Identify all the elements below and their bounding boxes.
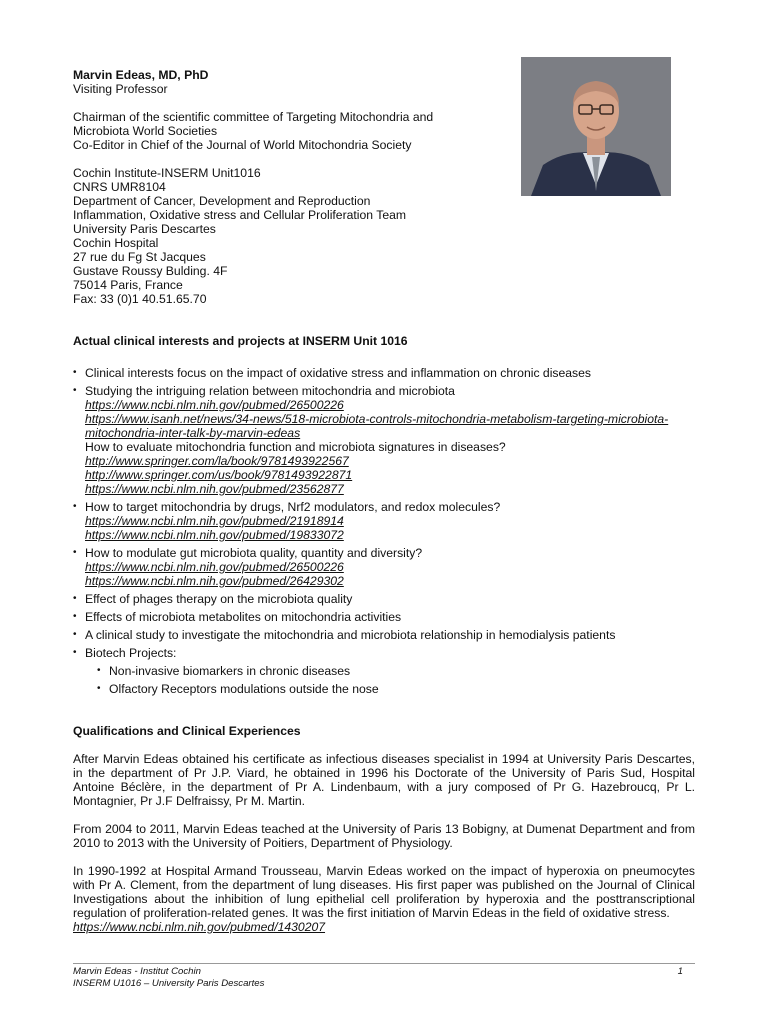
list-item: • How to modulate gut microbiota quality, quantity and diversity? https://www.ncbi.nlm.nih.gov/pubmed/26500226 https://www.ncbi.nlm.nih.gov/pubmed/26429302 bbox=[73, 546, 693, 588]
reference-link[interactable]: https://www.ncbi.nlm.nih.gov/pubmed/26500226 bbox=[85, 398, 344, 412]
reference-link[interactable]: https://www.ncbi.nlm.nih.gov/pubmed/26429302 bbox=[85, 574, 344, 588]
chair-line: Co-Editor in Chief of the Journal of World Mitochondria Society bbox=[73, 138, 412, 152]
section-title-interests: Actual clinical interests and projects at INSERM Unit 1016 bbox=[73, 334, 408, 348]
footer-line2: INSERM U1016 – University Paris Descartes bbox=[73, 978, 265, 989]
list-item: • Studying the intriguing relation between mitochondria and microbiota https://www.ncbi.nlm.nih.gov/pubmed/26500226 https://www.isanh.net/news/34-news/518-microbiota-controls-mitochondria-metabolism-targeting-microbiota-mitochondria-inter-talk-by-marvin-edeas How to evaluate mitochondria function and microbiota signatures in diseases? http://www.springer.com/la/book/9781493922567 http://www.springer.com/us/book/9781493922871 https://www.ncbi.nlm.nih.gov/pubmed/23562877 bbox=[73, 384, 693, 496]
address-line: 75014 Paris, France bbox=[73, 278, 183, 292]
address-line: 27 rue du Fg St Jacques bbox=[73, 250, 206, 264]
list-item: • Biotech Projects: • Non-invasive biomarkers in chronic diseases • Olfactory Receptors modulations outside the nose bbox=[73, 646, 693, 696]
reference-link[interactable]: http://www.springer.com/la/book/9781493922567 bbox=[85, 454, 349, 468]
paragraph: In 1990-1992 at Hospital Armand Trousseau, Marvin Edeas worked on the impact of hyperoxia on pneumocytes with Pr A. Clement, from the department of lung diseases. His first paper was published on the Journal of Clinical Investigations about the inhibition of lung epithelial cell proliferation by hyperoxia and the posttranscriptional regulation of proliferation-related genes. It was the first initiation of Marvin Edeas in the field of oxidative stress. https://www.ncbi.nlm.nih.gov/pubmed/1430207 bbox=[73, 864, 695, 934]
address-line: University Paris Descartes bbox=[73, 222, 216, 236]
footer-divider bbox=[73, 963, 695, 964]
paragraph: After Marvin Edeas obtained his certificate as infectious diseases specialist in 1994 at University Paris Descartes, in the department of Pr J.P. Viard, he obtained in 1996 his Doctorate of the University of Paris Sud, Hospital Antoine Béclère, in the department of Pr A. Lindenbaum, with a jury composed of Pr G. Hazebroucq, Pr L. Montagnier, Pr J.F Delfraissy, Pr M. Martin. bbox=[73, 752, 695, 808]
paragraph: From 2004 to 2011, Marvin Edeas teached at the University of Paris 13 Bobigny, at Dumenat Department and from 2010 to 2013 with the University of Poitiers, Department of Physiology. bbox=[73, 822, 695, 850]
reference-link[interactable]: https://www.ncbi.nlm.nih.gov/pubmed/26500226 bbox=[85, 560, 344, 574]
contact-header bbox=[73, 68, 513, 306]
address-line: Department of Cancer, Development and Reproduction bbox=[73, 194, 371, 208]
chair-line: Microbiota World Societies bbox=[73, 124, 218, 138]
address-line: Cochin Institute-INSERM Unit1016 bbox=[73, 166, 261, 180]
author-name: Marvin Edeas, MD, PhD bbox=[73, 68, 209, 82]
page-footer bbox=[73, 966, 695, 990]
reference-link[interactable]: https://www.isanh.net/news/34-news/518-microbiota-controls-mitochondria-metabolism-targeting-microbiota-mitochondria-inter-talk-by-marvin-edeas bbox=[85, 412, 669, 440]
sub-list-item: • Non-invasive biomarkers in chronic diseases bbox=[97, 664, 693, 678]
address-line: Fax: 33 (0)1 40.51.65.70 bbox=[73, 292, 207, 306]
address-line: CNRS UMR8104 bbox=[73, 180, 166, 194]
section-title-qualifications: Qualifications and Clinical Experiences bbox=[73, 724, 301, 738]
list-item: • How to target mitochondria by drugs, Nrf2 modulators, and redox molecules? https://www.ncbi.nlm.nih.gov/pubmed/21918914 https://www.ncbi.nlm.nih.gov/pubmed/19833072 bbox=[73, 500, 693, 542]
reference-link[interactable]: https://www.ncbi.nlm.nih.gov/pubmed/19833072 bbox=[85, 528, 344, 542]
reference-link[interactable]: http://www.springer.com/us/book/9781493922871 bbox=[85, 468, 353, 482]
page-number: 1 bbox=[677, 966, 683, 977]
footer-line1: Marvin Edeas - Institut Cochin bbox=[73, 966, 201, 977]
reference-link[interactable]: https://www.ncbi.nlm.nih.gov/pubmed/1430207 bbox=[73, 920, 326, 934]
chair-line: Chairman of the scientific committee of Targeting Mitochondria and bbox=[73, 110, 434, 124]
interests-list bbox=[73, 366, 693, 700]
address-line: Gustave Roussy Bulding. 4F bbox=[73, 264, 228, 278]
biotech-sublist bbox=[85, 664, 693, 696]
address-line: Inflammation, Oxidative stress and Cellular Proliferation Team bbox=[73, 208, 407, 222]
reference-link[interactable]: https://www.ncbi.nlm.nih.gov/pubmed/21918914 bbox=[85, 514, 344, 528]
address-line: Cochin Hospital bbox=[73, 236, 159, 250]
list-item: • Clinical interests focus on the impact of oxidative stress and inflammation on chronic diseases bbox=[73, 366, 693, 380]
reference-link[interactable]: https://www.ncbi.nlm.nih.gov/pubmed/23562877 bbox=[85, 482, 344, 496]
author-role: Visiting Professor bbox=[73, 82, 168, 96]
list-item: • Effects of microbiota metabolites on mitochondria activities bbox=[73, 610, 693, 624]
list-item: • A clinical study to investigate the mitochondria and microbiota relationship in hemodialysis patients bbox=[73, 628, 693, 642]
portrait-photo bbox=[521, 57, 671, 196]
list-item: • Effect of phages therapy on the microbiota quality bbox=[73, 592, 693, 606]
sub-list-item: • Olfactory Receptors modulations outside the nose bbox=[97, 682, 693, 696]
